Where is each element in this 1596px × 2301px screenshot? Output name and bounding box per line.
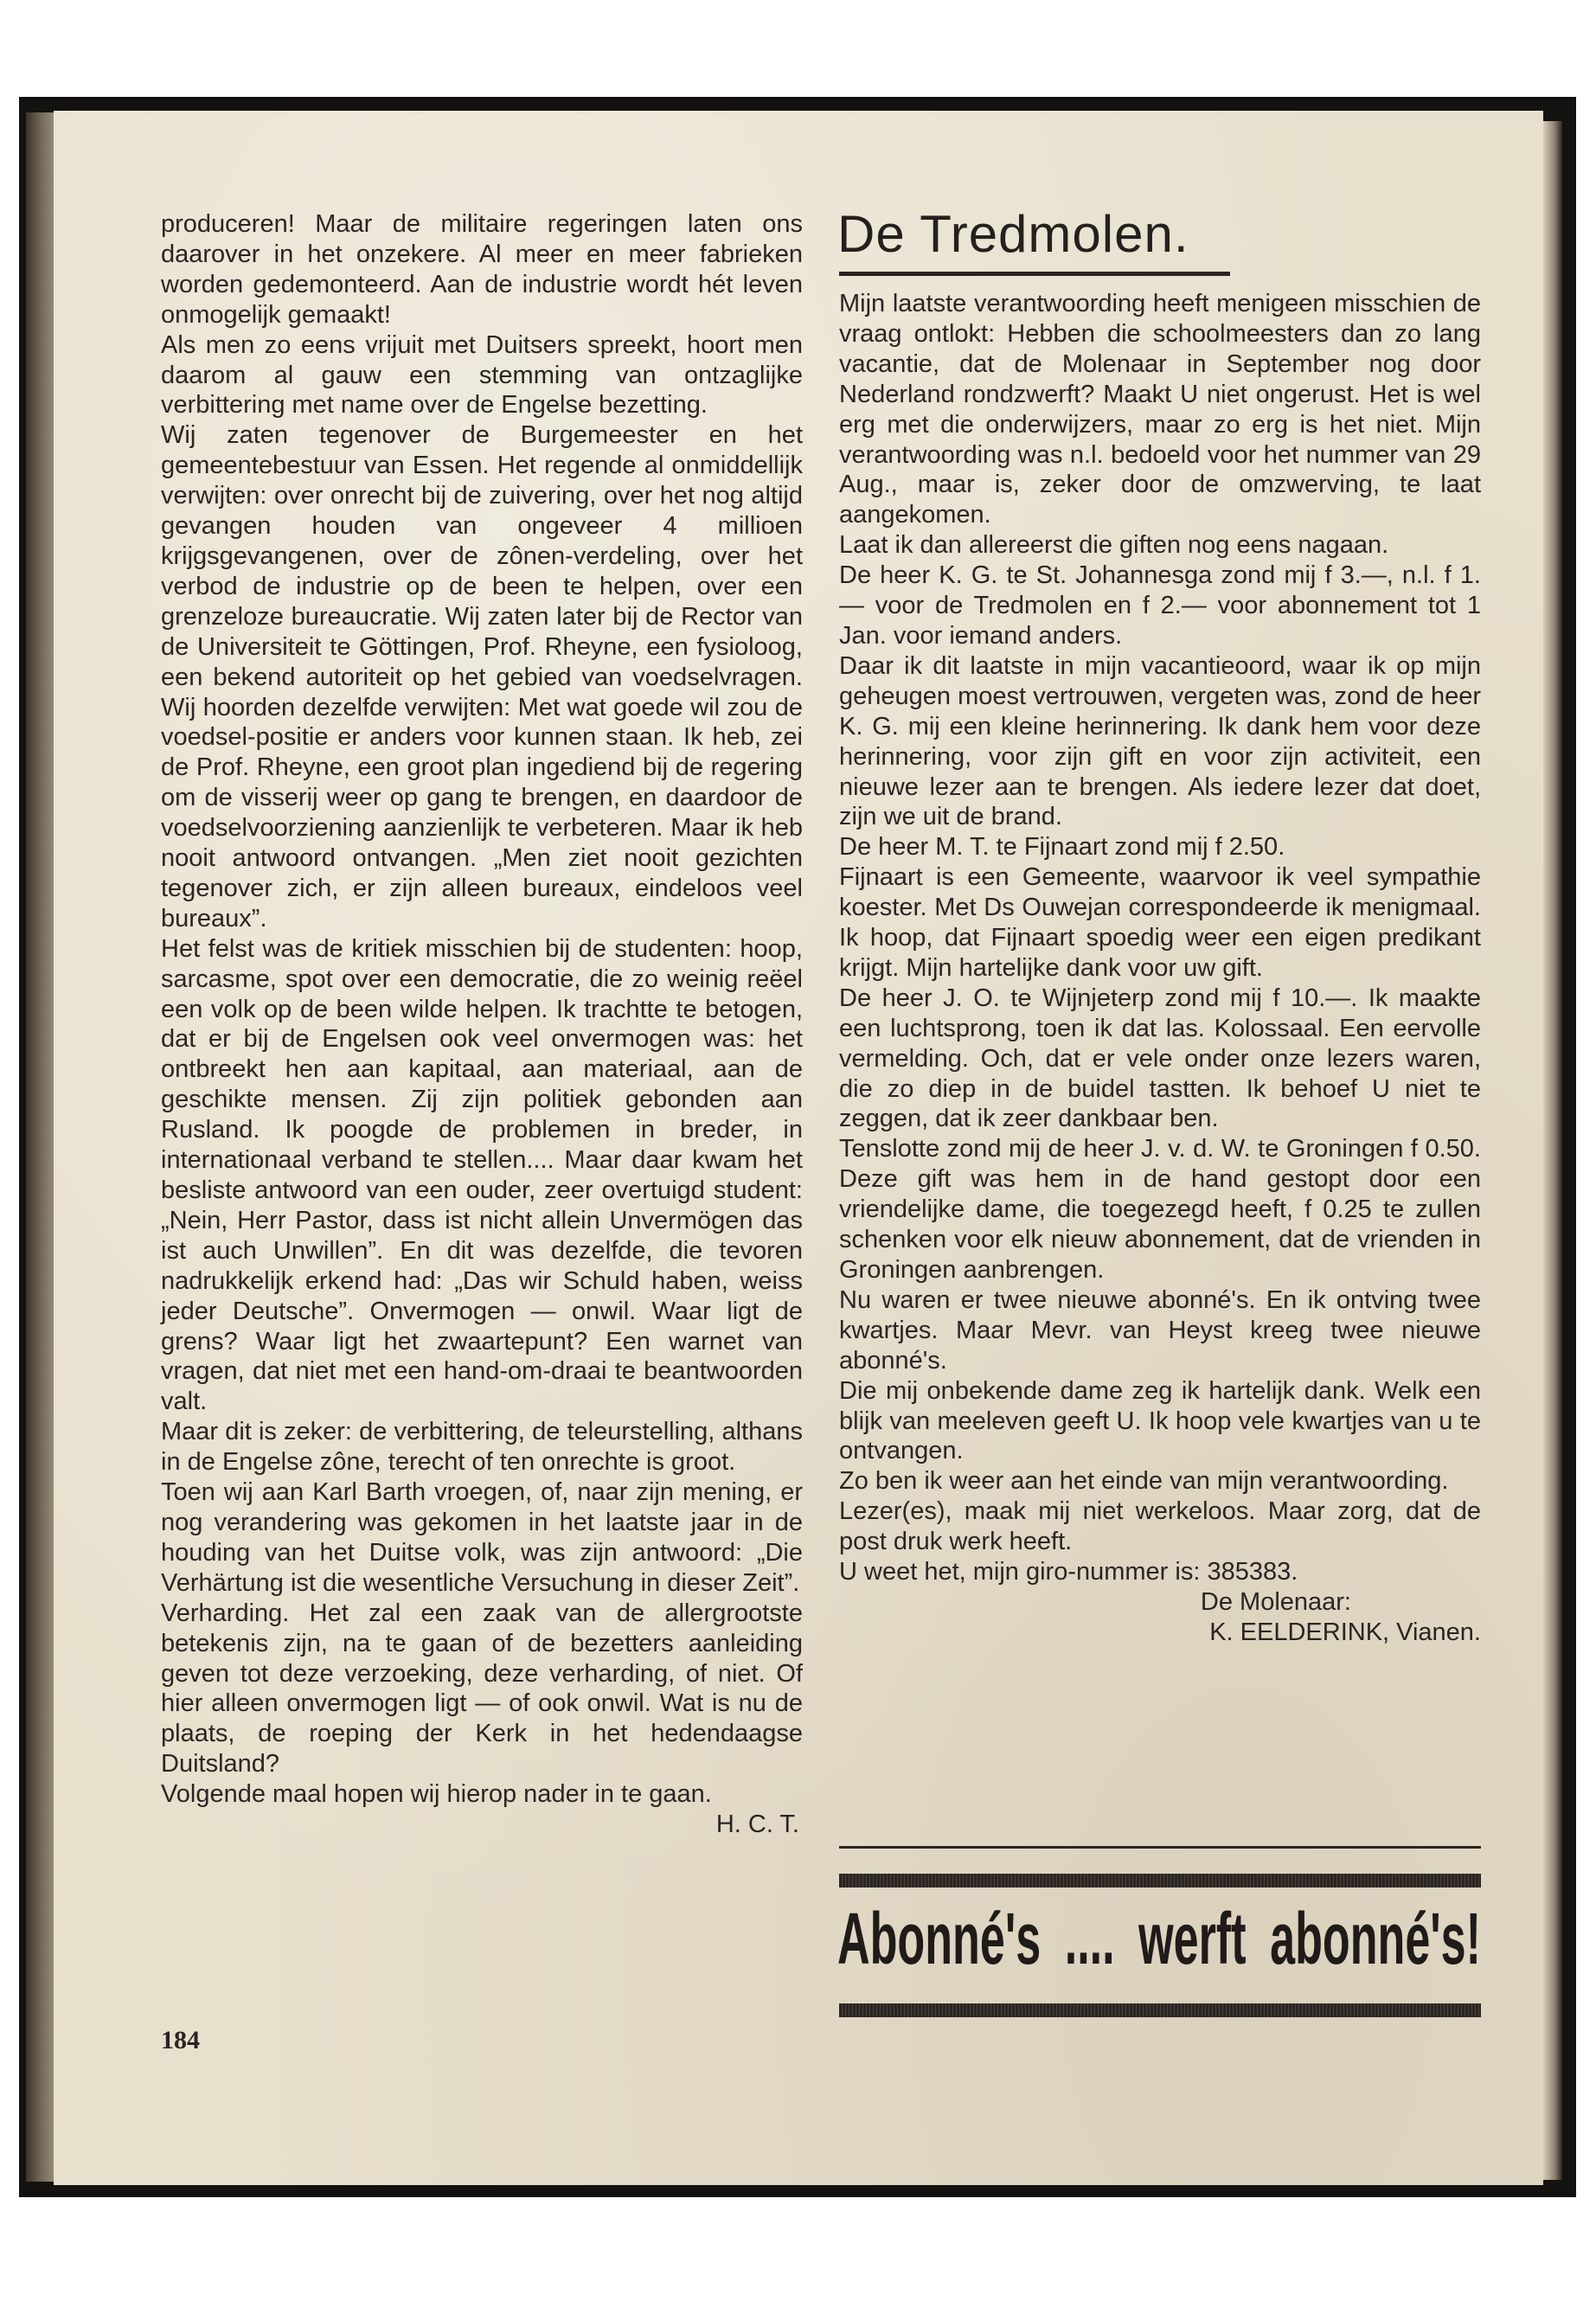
article-paragraph: De heer M. T. te Fijnaart zond mij f 2.50. xyxy=(839,833,1285,862)
article-paragraph: Als men zo eens vrijuit met Duitsers spreekt, hoort men daarom al gauw een stemming van ontzaglijke verbittering met name over de Engelse bezetting. xyxy=(161,330,803,420)
page-number: 184 xyxy=(161,2026,200,2054)
article-paragraph: Lezer(es), maak mij niet werkeloos. Maar zorg, dat de post druk werk heeft. xyxy=(839,1497,1481,1556)
article-paragraph: Die mij onbekende dame zeg ik hartelijk dank. Welk een blijk van meeleven geeft U. Ik hoop vele kwartjes van u te ontvangen. xyxy=(839,1376,1481,1465)
article-paragraph: Nu waren er twee nieuwe abonné's. En ik ontving twee kwartjes. Maar Mevr. van Heyst kreeg twee nieuwe abonné's. xyxy=(839,1285,1481,1375)
title-underline-rule xyxy=(839,272,1230,276)
article-paragraph: Verharding. Het zal een zaak van de allergrootste betekenis zijn, na te gaan of de bezetters aanleiding geven tot deze verzoeking, deze verharding, of niet. Of hier alleen onvermogen ligt — of ook onwil. Wat is nu de plaats, de roeping der Kerk in het hedendaagse Duitsland? xyxy=(161,1599,803,1779)
article-paragraph: Toen wij aan Karl Barth vroegen, of, naar zijn mening, er nog verandering was gekomen in het laatste jaar in de houding van het Duitse volk, was zijn antwoord: „Die Verhärtung ist die wesentliche Versuchung in dieser Zeit”. xyxy=(161,1478,803,1597)
section-divider xyxy=(839,1846,1481,1849)
right-column-article xyxy=(839,289,1481,1648)
author-initials: H. C. T. xyxy=(715,1811,799,1839)
signature-name: K. EELDERINK, Vianen. xyxy=(1209,1618,1481,1646)
left-column-article xyxy=(161,209,803,1840)
article-paragraph: Mijn laatste verantwoording heeft menigeen misschien de vraag ontlokt: Hebben die schoolmeesters dan zo lang vacantie, dat de Molenaar in September nog door Nederland rondzwerft? Maakt U niet ongerust. Het is wel erg met die onderwijzers, maar zo erg is het niet. Mijn verantwoording was n.l. bedoeld voor het nummer van 29 Aug., maar is, zeker door de omzwerving, te laat aangekomen. xyxy=(839,290,1481,529)
banner-bottom-bar xyxy=(839,2003,1481,2017)
article-paragraph: Tenslotte zond mij de heer J. v. d. W. te Groningen f 0.50. Deze gift was hem in de hand gestopt door een vriendelijke dame, die toegezegd heeft, f 0.25 te zullen schenken voor elk nieuw abonnement, dat de vrienden in Groningen aanbrengen. xyxy=(839,1135,1481,1284)
article-paragraph: Fijnaart is een Gemeente, waarvoor ik veel sympathie koester. Met Ds Ouwejan correspondeerde ik menigmaal. Ik hoop, dat Fijnaart spoedig weer een eigen predikant krijgt. Mijn hartelijke dank voor uw gift. xyxy=(839,863,1481,982)
article-paragraph: Zo ben ik weer aan het einde van mijn verantwoording. xyxy=(839,1467,1449,1496)
subscription-banner: Abonné's .... werft abonné's! xyxy=(837,1898,1481,1979)
article-paragraph: Daar ik dit laatste in mijn vacantieoord, waar ik op mijn geheugen moest vertrouwen, vergeten was, zond de heer K. G. mij een kleine herinnering. Ik dank hem voor deze herinnering, voor zijn gift en voor zijn activiteit, een nieuwe lezer aan te brengen. Als iedere lezer dat doet, zijn we uit de brand. xyxy=(839,651,1481,831)
article-paragraph: produceren! Maar de militaire regeringen laten ons daarover in het onzekere. Al meer en meer fabrieken worden gedemonteerd. Aan de industrie wordt hét leven onmogelijk gemaakt! xyxy=(161,210,803,329)
article-paragraph: Laat ik dan allereerst die giften nog eens nagaan. xyxy=(839,531,1389,560)
signature-role: De Molenaar: xyxy=(1200,1587,1351,1616)
banner-top-bar xyxy=(839,1874,1481,1888)
article-paragraph: U weet het, mijn giro-nummer is: 385383. xyxy=(839,1558,1298,1586)
article-paragraph: De heer J. O. te Wijnjeterp zond mij f 10.—. Ik maakte een luchtsprong, toen ik dat las. Kolossaal. Een eervolle vermelding. Och, dat er vele onder onze lezers waren, die zo diep in de buidel tastten. Ik behoef U niet te zeggen, dat ik zeer dankbaar ben. xyxy=(839,984,1481,1133)
article-title: De Tredmolen. xyxy=(837,205,1189,263)
article-paragraph: De heer K. G. te St. Johannesga zond mij f 3.—, n.l. f 1.— voor de Tredmolen en f 2.— voor abonnement tot 1 Jan. voor iemand anders. xyxy=(839,561,1481,650)
article-paragraph: Volgende maal hopen wij hierop nader in te gaan. xyxy=(161,1780,712,1809)
article-paragraph: Het felst was de kritiek misschien bij de studenten: hoop, sarcasme, spot over een democratie, die zo weinig reëel een volk op de been wilde helpen. Ik trachtte te betogen, dat er bij de Engelsen ook veel onvermogen was: het ontbreekt hen aan kapitaal, aan materiaal, aan de geschikte mensen. Zij zijn politiek gebonden aan Rusland. Ik poogde de problemen in breder, in internationaal verband te stellen.... Maar daar kwam het besliste antwoord van een ouder, zeer overtuigd student: „Nein, Herr Pastor, dass ist nicht allein Unvermögen das ist auch Unwillen”. En dit was dezelfde, die tevoren nadrukkelijk erkend had: „Das wir Schuld haben, weiss jeder Deutsche”. Onvermogen — onwil. Waar ligt de grens? Waar ligt het zwaartepunt? Een warnet van vragen, dat niet met een hand-om-draai te beantwoorden valt. xyxy=(161,934,803,1416)
article-paragraph: Maar dit is zeker: de verbittering, de teleurstelling, althans in de Engelse zône, terecht of ten onrechte is groot. xyxy=(161,1418,803,1477)
page-right-edge xyxy=(1543,121,1562,2180)
article-paragraph: Wij zaten tegenover de Burgemeester en het gemeentebestuur van Essen. Het regende al onmiddellijk verwijten: over onrecht bij de zuivering, over het nog altijd gevangen houden van ongeveer 4 millioen krijgsgevangenen, over de zônen-verdeling, over het verbod de industrie op de been te helpen, over een grenzeloze bureaucratie. Wij zaten later bij de Rector van de Universiteit te Göttingen, Prof. Rheyne, een fysioloog, een bekend autoriteit op het gebied van voedselvragen. Wij hoorden dezelfde verwijten: Met wat goede wil zou de voedsel-positie er anders voor kunnen staan. Ik heb, zei de Prof. Rheyne, een groot plan ingediend bij de regering om de visserij weer op gang te brengen, en daardoor de voedselvoorziening aanzienlijk te verbeteren. Maar ik heb nooit antwoord ontvangen. „Men ziet nooit gezichten tegenover zich, er zijn alleen bureaux, eindeloos veel bureaux”. xyxy=(161,421,803,933)
